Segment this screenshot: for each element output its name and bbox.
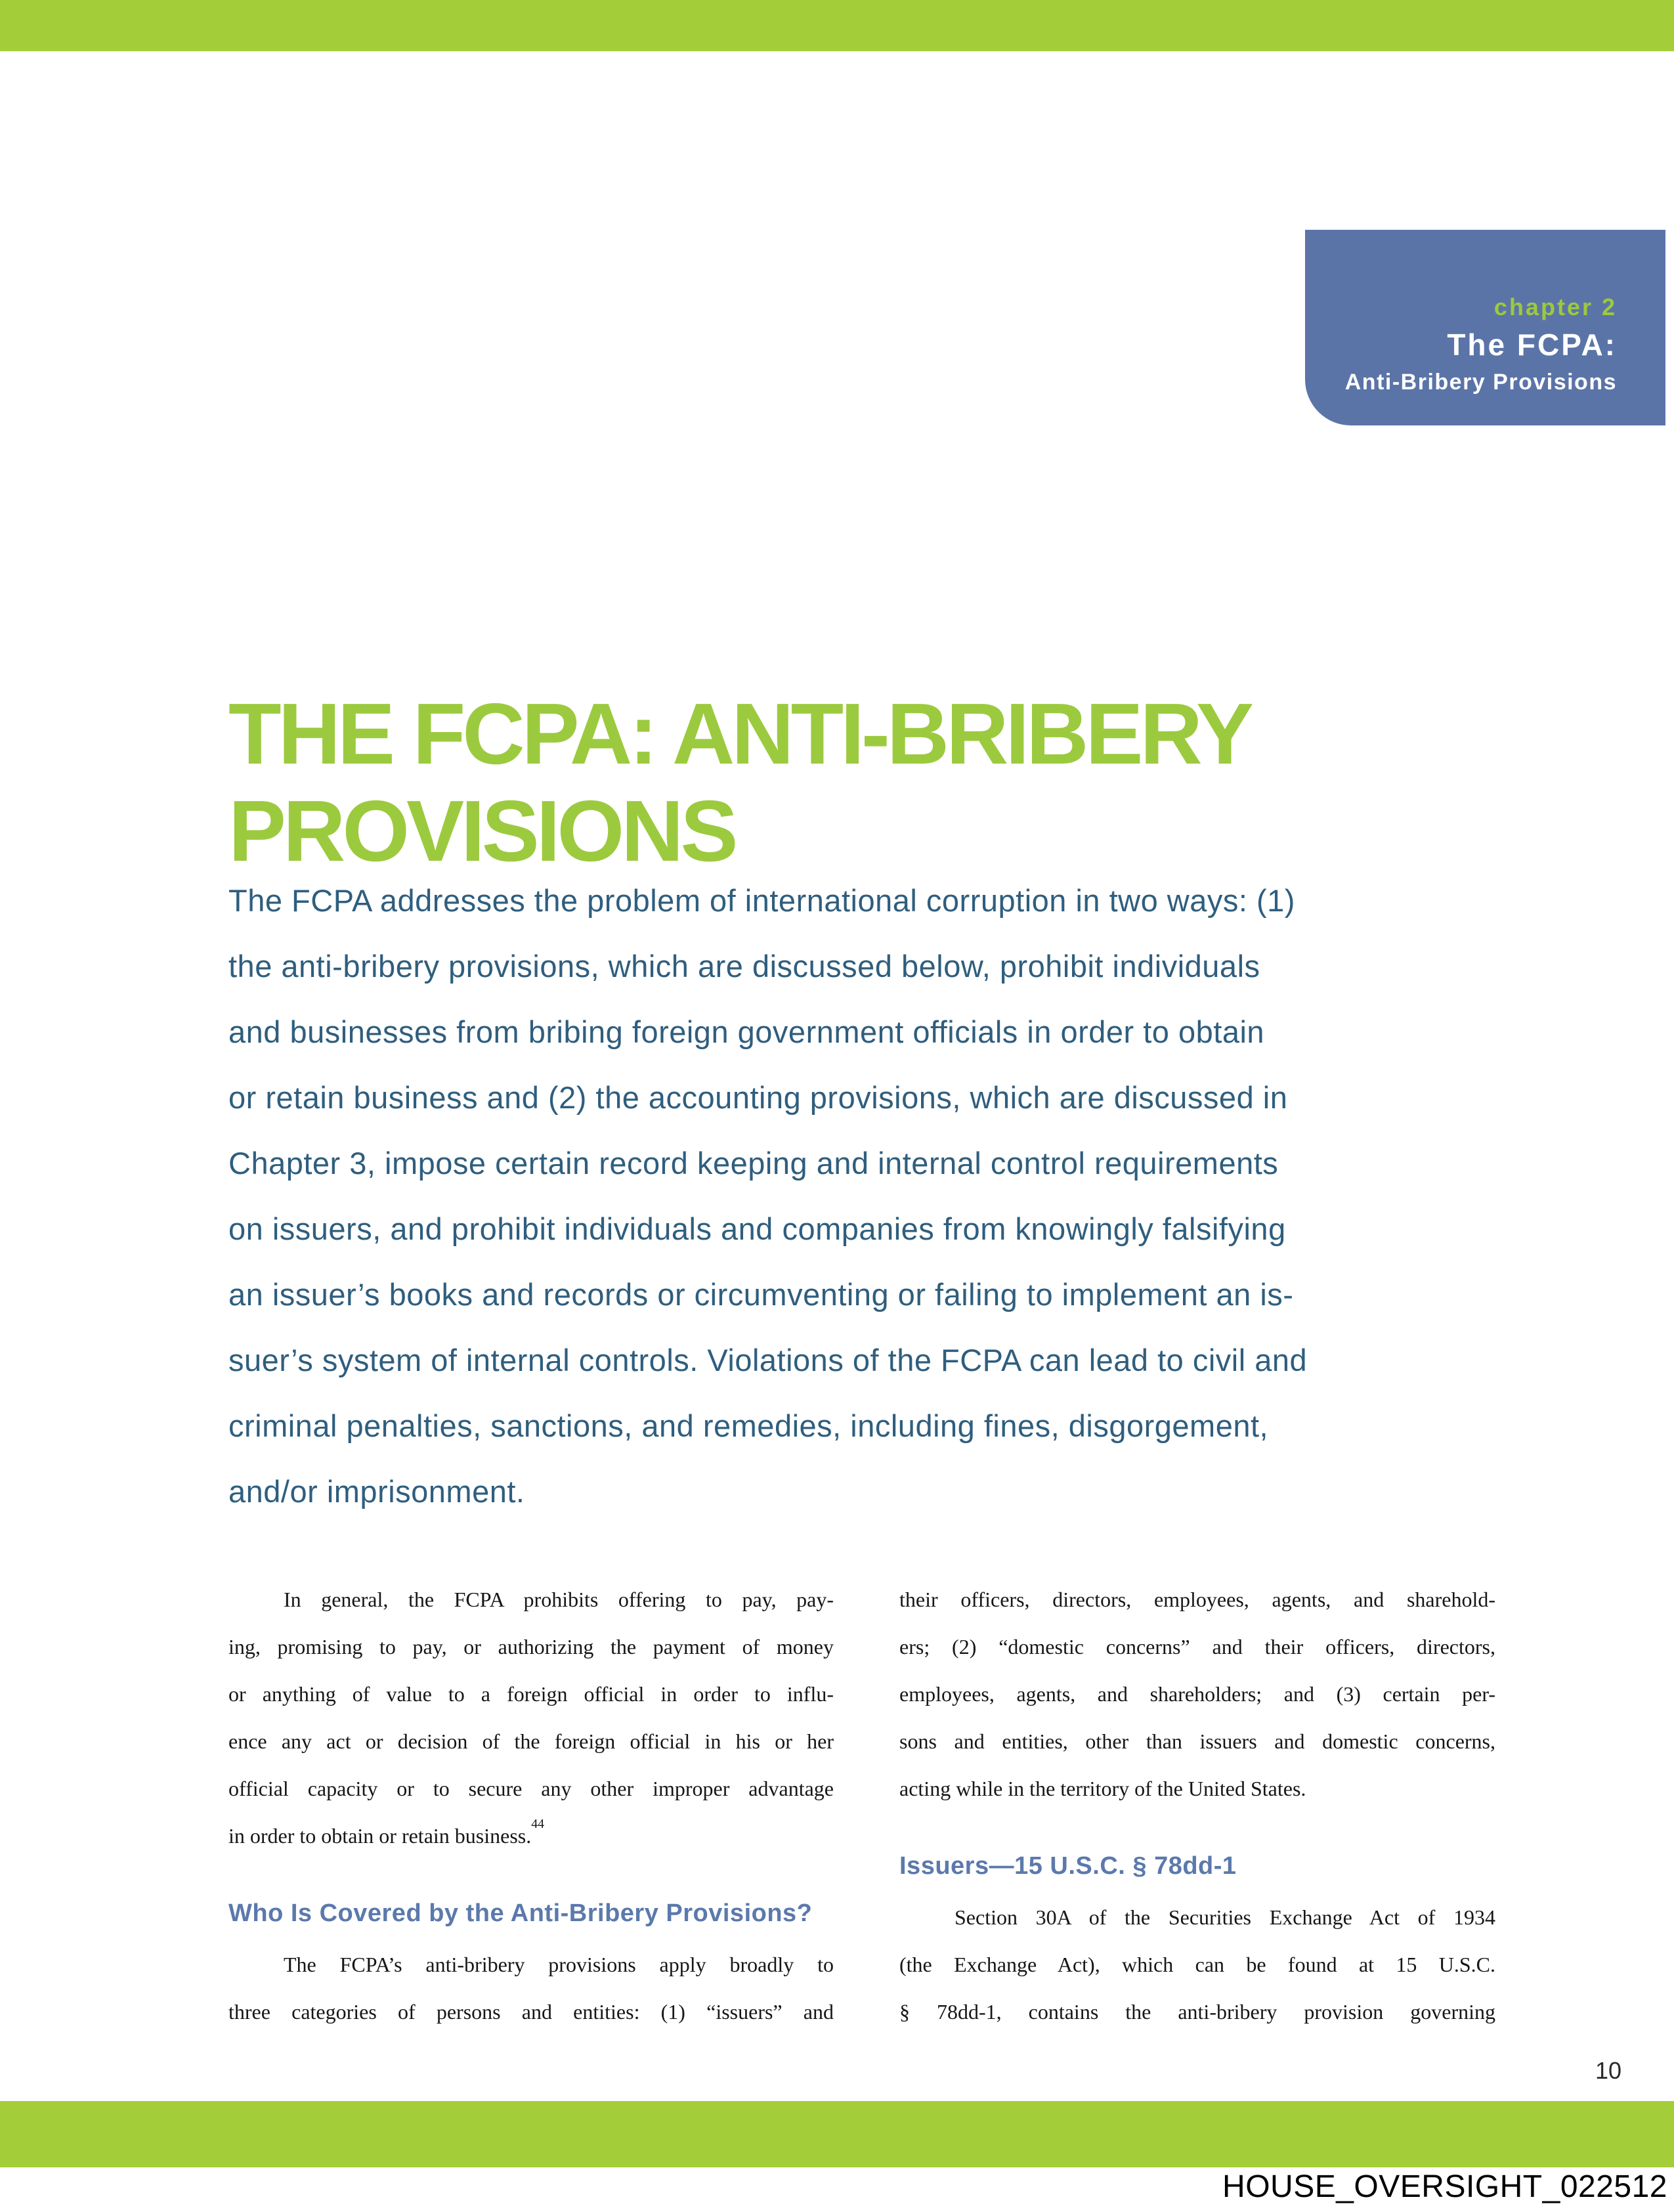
section-heading-who-is-covered: Who Is Covered by the Anti-Bribery Provisions?: [228, 1899, 813, 1927]
text-line: ers; (2) “domestic concerns” and their officers, directors,: [899, 1635, 1495, 1659]
body-paragraph-categories-continued: [899, 1576, 1495, 1812]
text-line: and/or imprisonment.: [228, 1474, 525, 1509]
text-line: or retain business and (2) the accounting provisions, which are discussed in: [228, 1080, 1288, 1115]
left-column: [228, 1576, 834, 2035]
top-green-bar: [0, 0, 1674, 51]
text-line: three categories of persons and entities: (1) “issuers” and: [228, 2000, 834, 2024]
body-paragraph-three-categories: [228, 1941, 834, 2035]
text-line: (the Exchange Act), which can be found at 15 U.S.C.: [899, 1953, 1495, 1976]
text-line: PROVISIONS: [228, 783, 735, 879]
text-line: or anything of value to a foreign official in order to influ-: [228, 1682, 834, 1706]
chapter-tab-title: The FCPA:: [1447, 328, 1617, 362]
text-line: and businesses from bribing foreign government officials in order to obtain: [228, 1014, 1265, 1049]
text-line: ence any act or decision of the foreign official in his or her: [228, 1729, 834, 1753]
text-line: criminal penalties, sanctions, and remedies, including fines, disgorgement,: [228, 1408, 1269, 1443]
text-line: the anti-bribery provisions, which are discussed below, prohibit individuals: [228, 949, 1260, 984]
chapter-tab-label: chapter 2: [1493, 293, 1617, 320]
text-line: an issuer’s books and records or circumventing or failing to implement an is-: [228, 1277, 1294, 1312]
text-line: Chapter 3, impose certain record keeping and internal control requirements: [228, 1146, 1279, 1181]
bottom-green-bar: [0, 2101, 1674, 2167]
right-column: [899, 1576, 1495, 2035]
text-line: their officers, directors, employees, agents, and sharehold-: [899, 1588, 1495, 1611]
body-paragraph-section-30a: [899, 1894, 1495, 2035]
text-line: acting while in the territory of the United States.: [899, 1777, 1306, 1800]
text-line: ing, promising to pay, or authorizing the payment of money: [228, 1635, 834, 1659]
text-line: on issuers, and prohibit individuals and companies from knowingly falsifying: [228, 1211, 1286, 1246]
text-line: employees, agents, and shareholders; and (3) certain per-: [899, 1682, 1495, 1706]
footnote-ref: 44: [531, 1817, 545, 1832]
text-line: official capacity or to secure any other improper advantage: [228, 1777, 834, 1800]
text-line: THE FCPA: ANTI-BRIBERY: [228, 685, 1251, 782]
chapter-tab-subtitle: Anti-Bribery Provisions: [1344, 370, 1617, 395]
bates-stamp-watermark: HOUSE_OVERSIGHT_022512: [1222, 2169, 1667, 2204]
text-line: Section 30A of the Securities Exchange Act of 1934: [955, 1905, 1495, 1929]
text-line: In general, the FCPA prohibits offering to pay, pay-: [284, 1588, 834, 1611]
text-line: suer’s system of internal controls. Violations of the FCPA can lead to civil and: [228, 1343, 1308, 1377]
page-number: 10: [1595, 2057, 1621, 2084]
text-line: § 78dd-1, contains the anti-bribery provision governing: [899, 2000, 1495, 2024]
text-line: sons and entities, other than issuers and domestic concerns,: [899, 1729, 1495, 1753]
body-paragraph-general-prohibition: [228, 1576, 834, 1859]
text-line: The FCPA addresses the problem of international corruption in two ways: (1): [228, 883, 1295, 918]
intro-paragraph: [228, 868, 1489, 1525]
text-line: The FCPA’s anti-bribery provisions apply broadly to: [284, 1953, 834, 1976]
text-line: in order to obtain or retain business.$^{44}$: [228, 1817, 545, 1848]
section-heading-issuers: Issuers—15 U.S.C. § 78dd-1: [899, 1852, 1237, 1880]
page-title: [228, 685, 1251, 880]
chapter-tab: [1305, 230, 1665, 425]
